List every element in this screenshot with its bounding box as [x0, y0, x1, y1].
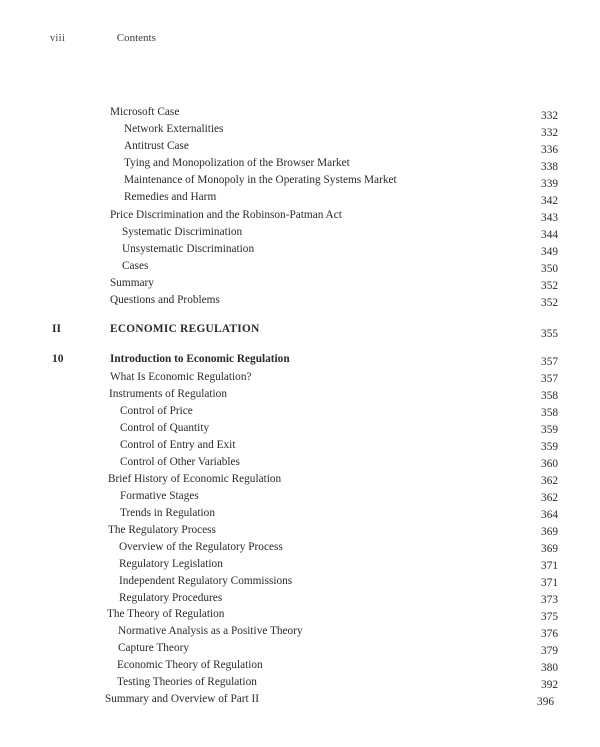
running-head-title: Contents: [116, 32, 156, 44]
toc-entry-title: Unsystematic Discrimination: [122, 243, 255, 255]
toc-entry-page: 379: [541, 645, 558, 657]
toc-entry-title: Brief History of Economic Regulation: [108, 473, 282, 485]
toc-entry-title: Price Discrimination and the Robinson-Patman Act: [110, 209, 342, 221]
toc-entry-title: Network Externalities: [124, 123, 224, 135]
toc-entry-page: 362: [541, 492, 558, 504]
toc-entry-page: 375: [541, 611, 558, 623]
toc-entry-title: Regulatory Procedures: [119, 592, 223, 604]
toc-entry-title: Control of Other Variables: [120, 456, 240, 468]
toc-entry-page: 369: [541, 543, 558, 555]
toc-entry-title: Control of Entry and Exit: [120, 439, 236, 451]
toc-entry-title: What Is Economic Regulation?: [110, 371, 252, 383]
toc-entry-title: Maintenance of Monopoly in the Operating Systems Market: [124, 174, 397, 186]
toc-entry-page: 364: [541, 509, 558, 521]
toc-entry-page: 358: [541, 407, 558, 419]
toc-entry-title: Formative Stages: [120, 490, 199, 502]
toc-entry-title: Instruments of Regulation: [109, 388, 227, 400]
toc-entry-title: Systematic Discrimination: [122, 226, 243, 238]
toc-entry-title: Cases: [122, 260, 149, 272]
toc-entry-page: 343: [541, 212, 558, 224]
page-folio: viii: [50, 33, 66, 44]
toc-entry-page: 392: [541, 679, 558, 691]
toc-entry-page: 362: [541, 475, 558, 487]
toc-entry-title: Microsoft Case: [110, 106, 180, 118]
toc-entry-title: Economic Theory of Regulation: [117, 659, 263, 671]
toc-entry-page: 371: [541, 560, 558, 572]
toc-entry-title: Regulatory Legislation: [119, 558, 223, 570]
toc-entry-page: 339: [541, 178, 558, 190]
toc-entry-page: 360: [541, 458, 558, 470]
toc-entry-page: 359: [541, 441, 558, 453]
toc-entry-page: 357: [541, 356, 558, 368]
toc-entry-title: Trends in Regulation: [120, 507, 215, 519]
toc-entry-page: 396: [537, 696, 554, 708]
toc-entry-title: Summary: [110, 277, 154, 289]
part-number: II: [52, 323, 61, 335]
toc-entry-page: 338: [541, 161, 558, 173]
toc-entry-page: 336: [541, 144, 558, 156]
toc-entry-page: 369: [541, 526, 558, 538]
chapter-number: 10: [52, 353, 64, 365]
toc-entry-page: 350: [541, 263, 558, 275]
toc-entry-page: 344: [541, 229, 558, 241]
toc-entry-page: 357: [541, 373, 558, 385]
chapter-title: Introduction to Economic Regulation: [110, 353, 290, 365]
toc-entry-page: 332: [541, 127, 558, 139]
toc-entry-title: Control of Quantity: [120, 422, 210, 434]
toc-entry-page: 371: [541, 577, 558, 589]
toc-entry-title: The Theory of Regulation: [107, 608, 225, 620]
toc-entry-title: Capture Theory: [118, 642, 190, 654]
toc-entry-page: 376: [541, 628, 558, 640]
toc-entry-page: 352: [541, 280, 558, 292]
toc-entry-title: Tying and Monopolization of the Browser Market: [124, 157, 350, 169]
toc-entry-page: 359: [541, 424, 558, 436]
toc-entry-page: 373: [541, 594, 558, 606]
toc-entry-title: Testing Theories of Regulation: [117, 676, 257, 688]
toc-entry-title: Overview of the Regulatory Process: [119, 541, 283, 553]
toc-entry-page: 358: [541, 390, 558, 402]
toc-entry-title: Control of Price: [120, 405, 193, 417]
part-title: ECONOMIC REGULATION: [110, 323, 260, 335]
toc-entry-title: Independent Regulatory Commissions: [119, 575, 293, 587]
toc-entry-page: 355: [541, 328, 558, 340]
toc-entry-page: 332: [541, 110, 558, 122]
toc-entry-title: Questions and Problems: [110, 294, 220, 306]
toc-entry-page: 380: [541, 662, 558, 674]
toc-entry-title: Antitrust Case: [124, 140, 189, 152]
toc-entry-page: 352: [541, 297, 558, 309]
toc-entry-title: The Regulatory Process: [108, 524, 216, 536]
running-head: [50, 32, 156, 44]
toc-entry-title: Normative Analysis as a Positive Theory: [118, 625, 303, 637]
toc-entry-title: Remedies and Harm: [124, 191, 217, 203]
toc-entry-page: 349: [541, 246, 558, 258]
toc-entry-title: Summary and Overview of Part II: [105, 693, 260, 705]
toc-entry-page: 342: [541, 195, 558, 207]
